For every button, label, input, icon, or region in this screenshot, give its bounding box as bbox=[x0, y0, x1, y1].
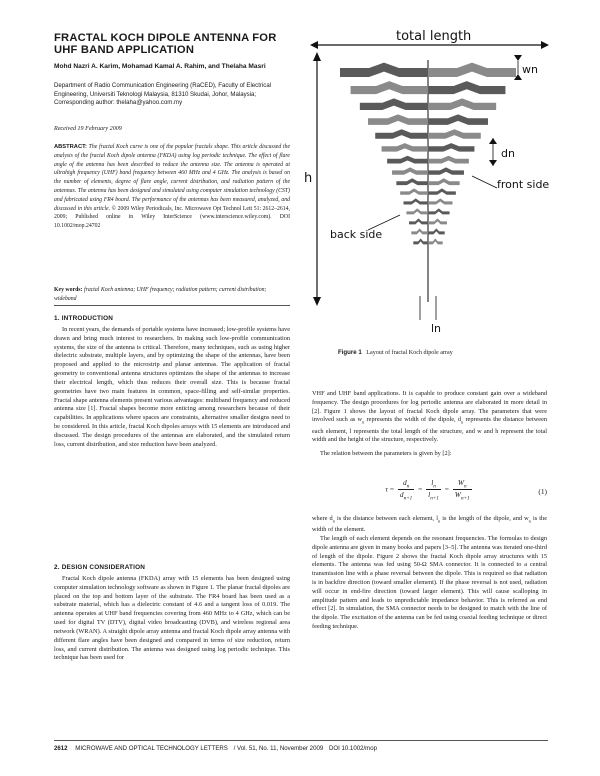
abstract-label: ABSTRACT: bbox=[54, 144, 87, 150]
koch-dipole-arm bbox=[406, 208, 428, 214]
koch-dipole-arm bbox=[403, 198, 428, 204]
received-date: Received 19 February 2009 bbox=[54, 126, 122, 132]
section-heading-introduction: 1. INTRODUCTION bbox=[54, 315, 114, 322]
label-wn: wn bbox=[522, 63, 538, 76]
label-dn: dn bbox=[501, 147, 515, 160]
figure-caption-text: Layout of fractal Koch dipole array bbox=[366, 350, 453, 356]
author-list: Mohd Nazri A. Karim, Mohamad Kamal A. Rahim, and Thelaha Masri bbox=[54, 63, 266, 70]
figure-1-koch-dipole-array bbox=[300, 20, 550, 340]
equation-1 bbox=[312, 478, 547, 508]
arrow-head-right bbox=[541, 41, 549, 49]
figure-caption-label: Figure 1 bbox=[338, 349, 362, 356]
koch-dipole-arm bbox=[428, 218, 447, 224]
equation-number: (1) bbox=[538, 487, 547, 496]
label-ln: ln bbox=[431, 322, 442, 335]
arrow-head-bottom bbox=[313, 297, 321, 306]
koch-dipole-arm bbox=[375, 129, 428, 138]
page-number: 2612 bbox=[54, 745, 68, 752]
journal-name: MICROWAVE AND OPTICAL TECHNOLOGY LETTERS bbox=[75, 745, 228, 752]
koch-dipole-arm bbox=[428, 208, 450, 214]
koch-dipole-arm bbox=[428, 98, 496, 110]
koch-dipole-arm bbox=[409, 218, 428, 224]
koch-dipole-arm bbox=[428, 238, 443, 244]
koch-dipole-arm bbox=[360, 98, 428, 110]
label-front-side: front side bbox=[497, 178, 550, 191]
abstract bbox=[54, 143, 290, 231]
koch-dipole-arm bbox=[340, 63, 428, 77]
koch-dipole-arm bbox=[396, 178, 428, 185]
keywords-text: fractal Koch antenna; UHF frequency; radiation pattern; current distribution; wideband bbox=[54, 287, 267, 302]
label-h: h bbox=[304, 171, 313, 186]
paragraph: where $d_n$ is the distance between each element, $l_n$ is the length of the dipole, and $w_n$ is the width of the element. bbox=[312, 515, 548, 534]
dn-arrow-top bbox=[489, 138, 497, 144]
koch-dipole-arm bbox=[387, 156, 428, 164]
koch-dipole-arm bbox=[428, 228, 445, 234]
design-body bbox=[54, 575, 290, 663]
koch-dipole-arm bbox=[428, 114, 488, 124]
paragraph: Fractal Koch dipole antenna (FKDA) array with 15 elements has been designed using computer simulation technology software as shown in Figure 1. The planar fractal dipoles are placed on the top and bottom layer of the substrate. The FR4 board has been used as a substrate material, which has a dielectric constant of 4.6 and a tangent loss of 0.019. The antenna operates at UHF band frequencies covering from 460 MHz to 4 GHz, which can be used for digital TV (DTV), digital video broadcasting (DVB), and wireless regional area network (WRAN). A straight dipole array antenna and fractal Koch dipole array antenna with different flare angles have been designed and compared in terms of size reduction, return loss, and current distribution. The antenna was designed using log periodic technique. This technique has been used for bbox=[54, 575, 290, 662]
right-column-body bbox=[312, 390, 547, 445]
dn-arrow-bottom bbox=[489, 160, 497, 166]
arrow-head-left bbox=[310, 41, 318, 49]
koch-dipole-arm bbox=[392, 167, 428, 174]
figure-caption bbox=[338, 349, 453, 356]
relation-text bbox=[312, 450, 547, 459]
paragraph: VHF and UHF band applications. It is capable to produce constant gain over a wideband frequency. The design procedures for log periodic antenna are elaborated in more detail in [2]. Figure 1 shows the layout of fractal Koch dipole array. The parameters that were involved such as $w_n$ represents the width of the dipole, $d_n$ represents the distance between each element, l represents the total length of the structure, and w and h represent the total width and the height of the structure, respectively. bbox=[312, 390, 548, 444]
koch-dipole-arm bbox=[382, 143, 428, 152]
wn-arrow-top bbox=[514, 55, 522, 61]
section-heading-design: 2. DESIGN CONSIDERATION bbox=[54, 564, 146, 571]
doi: DOI 10.1002/mop bbox=[328, 745, 378, 752]
abstract-text: The fractal Koch curve is one of the popular fractals shape. This article discussed the analysis of the fractal Koch dipole antenna (FKDA) using log periodic technique. The effect of flare angle of the antenna has been described to reduce the antenna size. The antenna is operated at ultrahigh frequency (UHF) band frequency between 460 MHz and 4 GHz. The analysis is based on the number of elements, degree of flare angle, current distribution, and radiation pattern of the antennas. The antenna has been designed and simulated using computer simulation technology (CST) and fabricated using FR4 board. The performance of the antennas has been measured, analyzed, and discussed in this article. bbox=[54, 144, 290, 212]
introduction-body bbox=[54, 326, 290, 449]
koch-dipole-arm bbox=[428, 143, 474, 152]
koch-dipole-arm bbox=[400, 188, 428, 194]
koch-dipole-arm bbox=[368, 114, 428, 124]
divider bbox=[54, 305, 290, 306]
label-back-side: back side bbox=[330, 228, 383, 241]
koch-dipole-arm bbox=[351, 81, 428, 94]
paragraph: The length of each element depends on the resonant frequencies. The formulas to design dipole antenna are given in many books and papers [3–5]. The antenna was iterated one-third of length of the dipole. Figure 2 shows the fractal Koch dipole array structures with 15 elements. The antenna was fed using 50-Ω SMA connector. It is connected to a central transmission line with a phase reversal between the dipole. This is required so that radiation is in backfire direction (toward smaller element). If the phase reversal is not used, radiation will occur in end-fire direction (toward larger element). This will cause scalloping in amplitude pattern and leads to unpredictable impedance behavior. This is referred as end effect [2]. In simulation, the SMA connector needs to be designed to match with the line of the dipole. The excitation of the antenna can be fed using coaxial feeding technique or direct feeding technique. bbox=[312, 534, 547, 630]
right-column-body-continued bbox=[312, 515, 547, 632]
paragraph: The relation between the parameters is given by [2]: bbox=[320, 450, 452, 457]
keywords bbox=[54, 286, 290, 303]
arrow-head-top bbox=[313, 52, 321, 61]
paper-title: FRACTAL KOCH DIPOLE ANTENNA FOR UHF BAND APPLICATION bbox=[54, 32, 277, 56]
koch-dipole-arm bbox=[428, 167, 464, 174]
front-side-pointer bbox=[472, 176, 497, 188]
koch-dipole-arm bbox=[428, 156, 469, 164]
koch-dipole-arm bbox=[428, 63, 516, 77]
keywords-label: Key words: bbox=[54, 287, 83, 293]
koch-dipole-arm bbox=[428, 81, 505, 94]
abstract-citation: © 2009 Wiley Periodicals, Inc. Microwave Opt Technol Lett 51: 2612–2614, 2009; Published online in Wiley InterScience (www.interscience.wiley.com). DOI 10.1002/mop.24702 bbox=[54, 205, 290, 230]
koch-dipole-arm bbox=[413, 238, 428, 244]
koch-dipole-arm bbox=[428, 198, 453, 204]
koch-dipole-arm bbox=[428, 188, 456, 194]
koch-dipole-arm bbox=[428, 129, 481, 138]
footer-divider bbox=[54, 740, 548, 741]
label-total-length: total length bbox=[396, 29, 472, 44]
equation-body: τ = $\frac{d_n}{d_{n+1}}$ = $\frac{l_n}{l_{n+1}}$ = $\frac{W_n}{W_{n+1}}$ bbox=[385, 478, 470, 502]
page-footer bbox=[54, 745, 548, 752]
affiliation: Department of Radio Communication Engineering (RaCED), Faculty of Electrical Engineering, Universiti Teknologi Malaysia, 81310 Skudai, Johor, Malaysia; Corresponding author: thelaha@yahoo.com.my bbox=[54, 82, 272, 107]
koch-dipole-arm bbox=[428, 178, 460, 185]
paragraph: In recent years, the demands of portable systems have increased; low-profile systems have drawn and bring much interest to researchers. In making such low-profile communication systems, the size of the antenna is critical. Therefore, many techniques, such as using higher dielectric substrate, multiple layers, and by optimizing the shape of the antennas, have been proposed and applied to the microstrip and planar antennas. The application of fractal geometry to conventional antenna structures optimizes the shape of the antennas to increase their electrical length, which thus reduces their overall size. This is because fractal geometries have two main features in common, space-filling and self-similar properties. Fractal shape antenna elements present various advantages: multiband frequency and reduced antenna size [1]. Fractal shapes become more enticing among researchers because of their capabilities. In applications where spaces are constraints, alternative smaller designs need to be considered. In this article, fractal Koch dipoles arrays with 15 elements are introduced and discussed. The design procedures of the antennas are elaborated, and the simulated return loss, current distribution, and size reduction have been analyzed. bbox=[54, 326, 290, 448]
koch-dipole-arm bbox=[411, 228, 428, 234]
volume-info: / Vol. 51, No. 11, November 2009 bbox=[233, 745, 324, 752]
